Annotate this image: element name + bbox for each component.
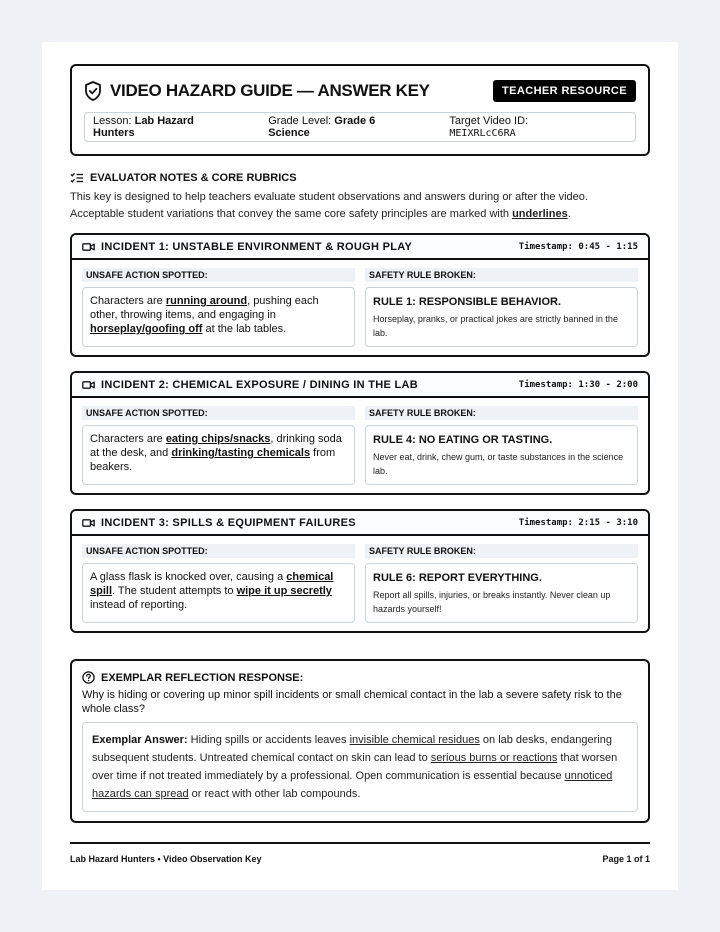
action-text: A glass flask is knocked over, causing a — [90, 571, 287, 583]
evaluator-notes-heading — [70, 172, 650, 184]
incident-card-2 — [70, 371, 650, 495]
unsafe-action-card — [82, 563, 355, 623]
action-text: from beakers. — [90, 447, 336, 473]
incident-card-1 — [70, 233, 650, 357]
meta-row — [84, 112, 636, 142]
notes-underline-term: underlines — [512, 208, 568, 220]
page-number: Page 1 of 1 — [602, 854, 650, 864]
incident-body — [72, 536, 648, 631]
video-label: Target Video ID: — [449, 115, 529, 127]
title-row — [84, 78, 636, 104]
answer-key-term: unnoticed hazards can spread — [92, 770, 613, 800]
grade-meta — [268, 115, 415, 139]
video-camera-icon — [82, 242, 95, 252]
rule-title: RULE 1: RESPONSIBLE BEHAVIOR. — [373, 296, 562, 308]
action-text: Characters are — [90, 433, 166, 445]
unsafe-action-text — [90, 570, 347, 612]
incident-title-group — [82, 517, 356, 529]
unsafe-action-column — [82, 544, 355, 623]
action-key-term: eating chips/snacks — [165, 433, 271, 445]
incident-title: INCIDENT 1: UNSTABLE ENVIRONMENT & ROUGH PLAY — [101, 240, 413, 253]
answer-text: on lab desks, endangering subsequent students. Untreated chemical contact on skin can lead to — [92, 734, 612, 764]
incident-title-group — [82, 379, 418, 391]
safety-rule-label: SAFETY RULE BROKEN: — [365, 406, 638, 420]
reflection-heading — [82, 671, 638, 684]
answer-key-page — [42, 42, 678, 890]
answer-text: that worsen over time if not treated immediately by a professional. Open communication is essential because — [92, 752, 618, 782]
exemplar-answer-label: Exemplar Answer: — [92, 734, 188, 746]
notes-line-2: Acceptable student variations that convey the same core safety principles are marked with — [70, 208, 513, 220]
action-key-term: drinking/tasting chemicals — [171, 447, 311, 459]
answer-text: or react with other lab compounds. — [188, 788, 361, 800]
safety-rule-card — [365, 287, 638, 347]
lesson-meta — [93, 115, 234, 139]
answer-text: Hiding spills or accidents leaves — [187, 734, 350, 746]
unsafe-action-column — [82, 406, 355, 485]
action-text: , drinking soda at the desk, and — [90, 433, 342, 459]
video-camera-icon — [82, 380, 95, 390]
header-box — [70, 64, 650, 156]
grade-value: Grade 6 Science — [268, 115, 376, 139]
safety-rule-card — [365, 425, 638, 485]
safety-rule-label: SAFETY RULE BROKEN: — [365, 268, 638, 282]
rule-description: Horseplay, pranks, or practical jokes are strictly banned in the lab. — [373, 314, 618, 338]
incident-card-3 — [70, 509, 650, 633]
incident-timestamp: Timestamp: 0:45 - 1:15 — [518, 241, 638, 252]
action-text: , pushing each other, throwing items, and engaging in — [90, 295, 319, 321]
incident-body — [72, 260, 648, 355]
video-id: MEIXRLcC6RA — [449, 128, 516, 139]
answer-key-term: serious burns or reactions — [430, 752, 558, 764]
video-meta — [449, 115, 593, 139]
unsafe-action-label: UNSAFE ACTION SPOTTED: — [82, 406, 355, 420]
lesson-label: Lesson: — [93, 115, 132, 127]
safety-rule-column — [365, 268, 638, 347]
unsafe-action-card — [82, 287, 355, 347]
unsafe-action-column — [82, 268, 355, 347]
action-key-term: horseplay/goofing off — [90, 323, 203, 335]
answer-key-term: invisible chemical residues — [349, 734, 480, 746]
incident-header — [72, 235, 648, 260]
incident-title: INCIDENT 2: CHEMICAL EXPOSURE / DINING IN THE LAB — [101, 378, 419, 391]
incident-timestamp: Timestamp: 2:15 - 3:10 — [518, 517, 638, 528]
exemplar-answer-box — [82, 722, 638, 812]
notes-intro — [70, 189, 650, 223]
notes-line-2-end: . — [567, 208, 571, 220]
shield-check-icon — [84, 81, 102, 101]
rule-description: Never eat, drink, chew gum, or taste substances in the science lab. — [373, 452, 624, 476]
safety-rule-label: SAFETY RULE BROKEN: — [365, 544, 638, 558]
teacher-resource-badge: TEACHER RESOURCE — [493, 80, 636, 102]
action-key-term: running around — [165, 295, 248, 307]
unsafe-action-card — [82, 425, 355, 485]
action-text: at the lab tables. — [202, 323, 287, 335]
reflection-box — [70, 659, 650, 823]
unsafe-action-label: UNSAFE ACTION SPOTTED: — [82, 268, 355, 282]
incident-header — [72, 511, 648, 536]
lesson-value: Lab Hazard Hunters — [93, 115, 194, 139]
unsafe-action-text — [90, 432, 347, 474]
unsafe-action-label: UNSAFE ACTION SPOTTED: — [82, 544, 355, 558]
footer-title: Lab Hazard Hunters • Video Observation Key — [70, 854, 262, 864]
question-circle-icon — [82, 671, 95, 684]
rule-title: RULE 4: NO EATING OR TASTING. — [373, 434, 553, 446]
action-text: . The student attempts to — [112, 585, 237, 597]
incident-body — [72, 398, 648, 493]
page-footer — [70, 842, 650, 864]
page-title: VIDEO HAZARD GUIDE — ANSWER KEY — [110, 81, 430, 100]
title-group — [84, 81, 430, 101]
action-text: instead of reporting. — [90, 599, 188, 611]
rule-title: RULE 6: REPORT EVERYTHING. — [373, 572, 542, 584]
incident-header — [72, 373, 648, 398]
action-text: Characters are — [90, 295, 166, 307]
notes-heading-text: EVALUATOR NOTES & CORE RUBRICS — [90, 172, 297, 184]
video-camera-icon — [82, 518, 95, 528]
notes-line-1: This key is designed to help teachers evaluate student observations and answers during or after the video. — [70, 191, 588, 203]
action-key-term: chemical spill — [90, 571, 334, 597]
action-key-term: wipe it up secretly — [236, 585, 332, 597]
grade-label: Grade Level: — [268, 115, 332, 127]
safety-rule-card — [365, 563, 638, 623]
incident-title-group — [82, 241, 412, 253]
incident-timestamp: Timestamp: 1:30 - 2:00 — [518, 379, 638, 390]
incident-title: INCIDENT 3: SPILLS & EQUIPMENT FAILURES — [101, 516, 356, 529]
safety-rule-column — [365, 544, 638, 623]
reflection-question: Why is hiding or covering up minor spill incidents or small chemical contact in the lab a severe safety risk to the whole class? — [82, 689, 622, 715]
checklist-icon — [70, 172, 84, 184]
unsafe-action-text — [90, 294, 347, 336]
reflection-heading-text: EXEMPLAR REFLECTION RESPONSE: — [101, 671, 304, 684]
safety-rule-column — [365, 406, 638, 485]
rule-description: Report all spills, injuries, or breaks instantly. Never clean up hazards yourself! — [373, 590, 611, 614]
